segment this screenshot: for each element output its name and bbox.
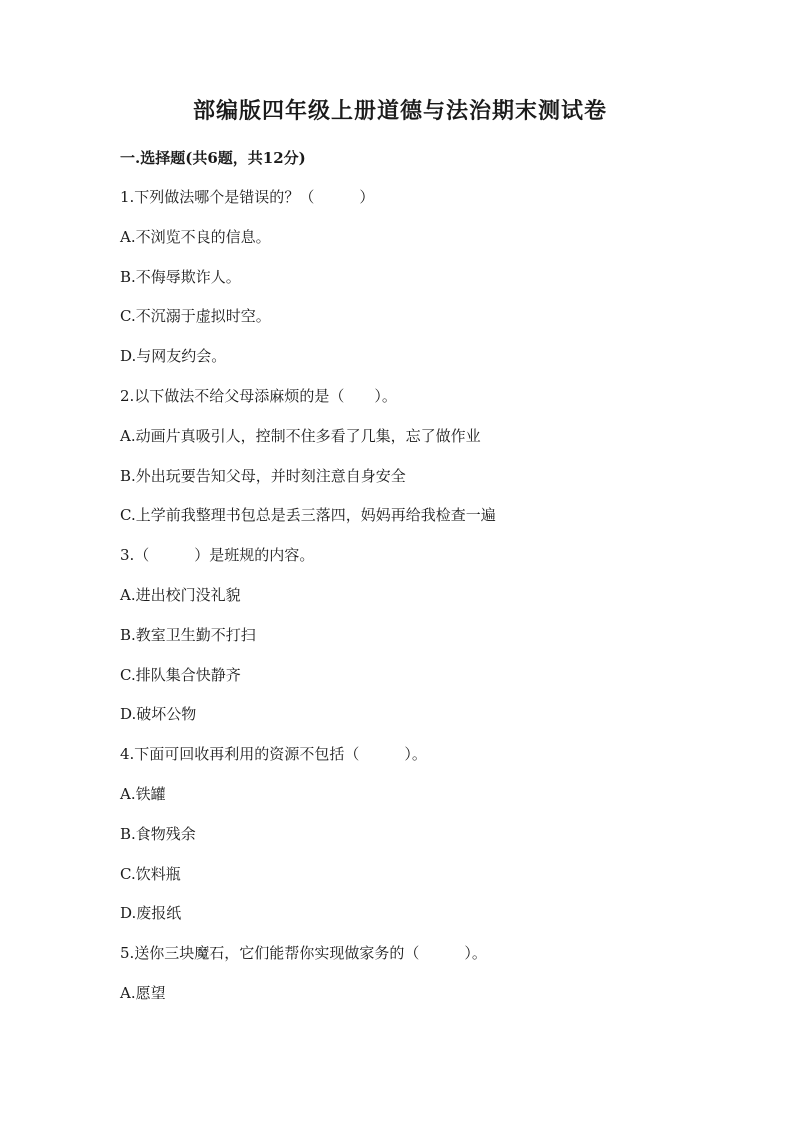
question-3-option-d: D.破坏公物 bbox=[120, 705, 197, 724]
page-title: 部编版四年级上册道德与法治期末测试卷 bbox=[192, 98, 607, 124]
question-3-stem: 3.（ ）是班规的内容。 bbox=[120, 546, 315, 565]
question-4-option-d: D.废报纸 bbox=[120, 904, 182, 923]
question-3-option-c: C.排队集合快静齐 bbox=[120, 665, 241, 684]
question-1-stem: 1.下列做法哪个是错误的？（ ） bbox=[120, 188, 375, 206]
question-2-option-c: C.上学前我整理书包总是丢三落四，妈妈再给我检查一遍 bbox=[120, 506, 496, 525]
question-list bbox=[120, 187, 720, 1023]
section-heading: 一.选择题(共6题，共12分) bbox=[120, 149, 306, 167]
question-3-option-b: B.教室卫生勤不打扫 bbox=[120, 625, 256, 644]
question-2-option-b: B.外出玩要告知父母，并时刻注意自身安全 bbox=[120, 466, 406, 485]
question-5-option-a: A.愿望 bbox=[120, 983, 166, 1002]
question-4-option-b: B.食物残余 bbox=[120, 824, 196, 843]
question-4-stem: 4.下面可回收再利用的资源不包括（ ）。 bbox=[120, 745, 427, 764]
question-1-option-b: B.不侮辱欺诈人。 bbox=[120, 267, 241, 286]
question-2-option-a: A.动画片真吸引人，控制不住多看了几集，忘了做作业 bbox=[120, 426, 481, 445]
question-4-option-a: A.铁罐 bbox=[120, 784, 166, 803]
question-4-option-c: C.饮料瓶 bbox=[120, 864, 181, 883]
question-1-option-d: D.与网友约会。 bbox=[120, 347, 227, 366]
question-5-stem: 5.送你三块魔石，它们能帮你实现做家务的（ ）。 bbox=[120, 944, 487, 963]
question-1-option-a: A.不浏览不良的信息。 bbox=[120, 227, 271, 246]
question-3-option-a: A.进出校门没礼貌 bbox=[120, 585, 241, 604]
question-1-option-c: C.不沉溺于虚拟时空。 bbox=[120, 307, 271, 326]
question-2-stem: 2.以下做法不给父母添麻烦的是（ ）。 bbox=[120, 386, 397, 405]
